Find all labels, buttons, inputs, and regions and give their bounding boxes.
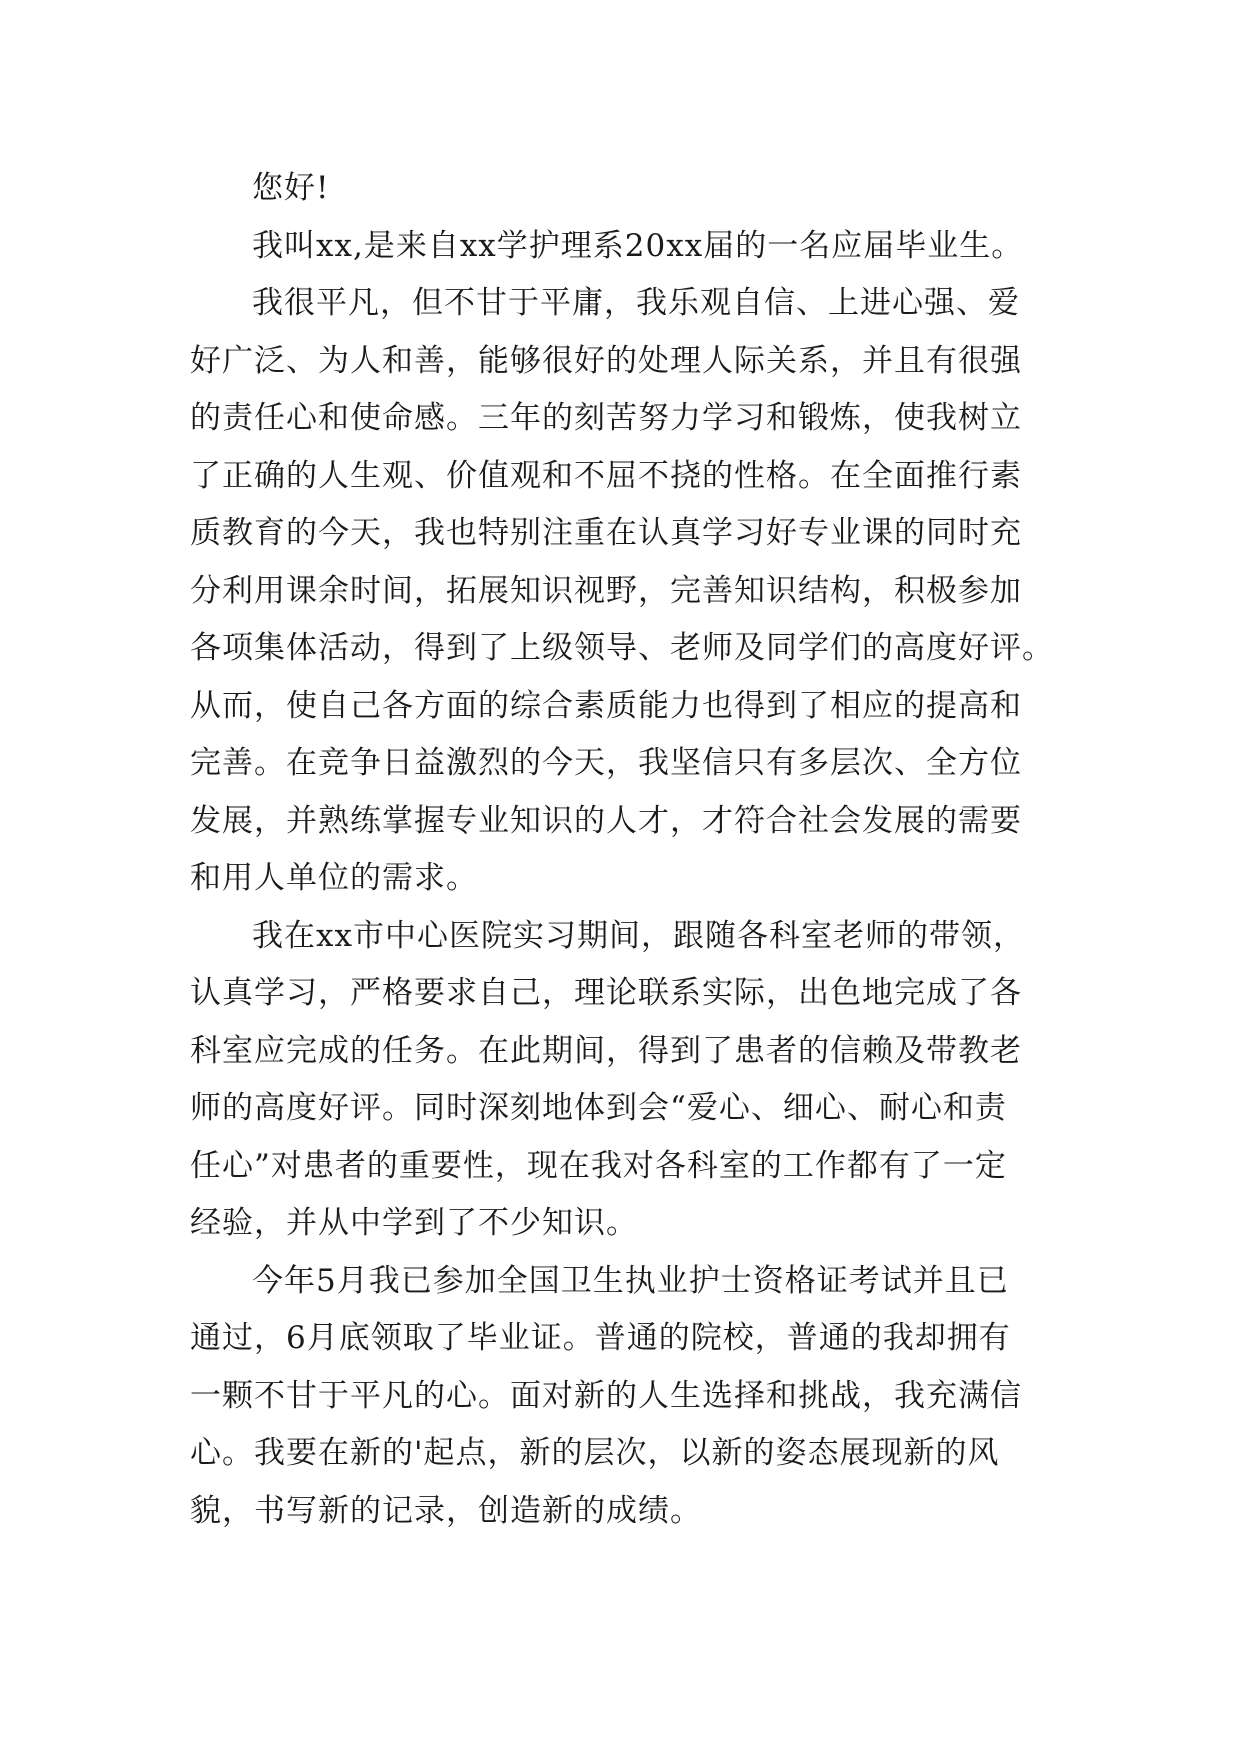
paragraph-line: 发展，并熟练掌握专业知识的人才，才符合社会发展的需要 — [190, 802, 1022, 839]
paragraph-line: 了正确的人生观、价值观和不屈不挠的性格。在全面推行素 — [190, 457, 1022, 494]
paragraph-line: 一颗不甘于平凡的心。面对新的人生选择和挑战，我充满信 — [190, 1377, 1022, 1414]
letter-body — [190, 160, 1054, 1540]
paragraph-line: 从而，使自己各方面的综合素质能力也得到了相应的提高和 — [190, 687, 1022, 724]
paragraph-line: 的责任心和使命感。三年的刻苦努力学习和锻炼，使我树立 — [190, 400, 1022, 436]
paragraph-line: 完善。在竞争日益激烈的今天，我坚信只有多层次、全方位 — [190, 745, 1022, 781]
paragraph-line: 师的高度好评。同时深刻地体到会“爱心、细心、耐心和责 — [190, 1090, 1007, 1126]
greeting-line: 您好! — [252, 170, 330, 206]
paragraph-line: 任心”对患者的重要性，现在我对各科室的工作都有了一定 — [190, 1147, 1007, 1184]
paragraph-line: 科室应完成的任务。在此期间，得到了患者的信赖及带教老 — [190, 1032, 1022, 1069]
paragraph-line: 我在xx市中心医院实习期间，跟随各科室老师的带领， — [252, 917, 1025, 954]
paragraph-line: 我很平凡，但不甘于平庸，我乐观自信、上进心强、爱 — [252, 285, 1020, 321]
paragraph-line: 经验，并从中学到了不少知识。 — [190, 1205, 638, 1241]
paragraph-line: 质教育的今天，我也特别注重在认真学习好专业课的同时充 — [190, 515, 1022, 551]
intro-line: 我叫xx,是来自xx学护理系20xx届的一名应届毕业生。 — [252, 227, 1024, 264]
paragraph-line: 分利用课余时间，拓展知识视野，完善知识结构，积极参加 — [190, 572, 1022, 609]
paragraph-line: 心。我要在新的'起点，新的层次，以新的姿态展现新的风 — [190, 1435, 1000, 1471]
paragraph-line: 好广泛、为人和善，能够很好的处理人际关系，并且有很强 — [190, 342, 1022, 379]
paragraph-line: 通过，6月底领取了毕业证。普通的院校，普通的我却拥有 — [190, 1320, 1011, 1356]
paragraph-line: 今年5月我已参加全国卫生执业护士资格证考试并且已 — [252, 1262, 1009, 1299]
paragraph-line: 和用人单位的需求。 — [190, 860, 478, 896]
paragraph-line: 貌，书写新的记录，创造新的成绩。 — [190, 1492, 702, 1529]
paragraph-line: 认真学习，严格要求自己，理论联系实际，出色地完成了各 — [190, 975, 1022, 1011]
paragraph-line: 各项集体活动，得到了上级领导、老师及同学们的高度好评。 — [190, 630, 1054, 666]
